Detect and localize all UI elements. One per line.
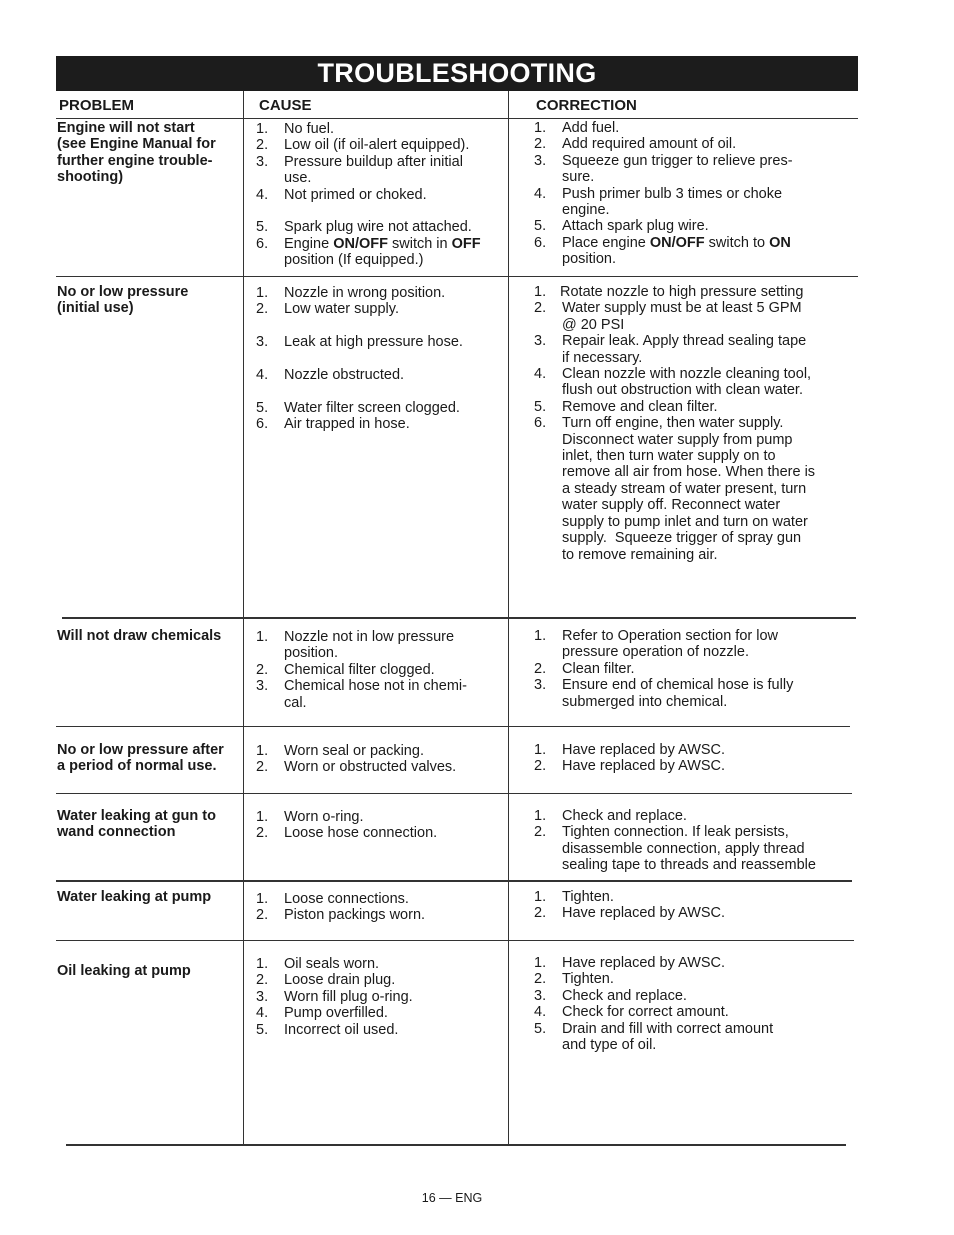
list-item: 1. Worn o-ring.	[256, 809, 364, 825]
list-item: 1. Have replaced by AWSC.	[534, 742, 726, 758]
list-item: 3. Check and replace.	[534, 987, 687, 1004]
correction-list-chemicals	[534, 628, 846, 710]
list-item: 2. Water supply must be at least 5 GPM @ 20 PSI	[534, 300, 802, 333]
list-item: 6. Place engine ON/OFF switch to ON position.	[534, 234, 791, 268]
correction-list-oil-leaking	[534, 955, 846, 1053]
correction-list-leaking-pump	[534, 889, 846, 922]
table-bottom-border	[66, 1144, 846, 1146]
list-item: 2. Worn or obstructed valves.	[256, 759, 457, 776]
list-item: 1. Nozzle not in low pressure position.	[256, 629, 455, 662]
list-item: 5. Incorrect oil used.	[256, 1021, 399, 1038]
problem-leaking-gun-wand: Water leaking at gun to wand connection	[57, 808, 216, 841]
list-item: 4. Nozzle obstructed.	[256, 367, 405, 383]
list-item: 1. Worn seal or packing.	[256, 743, 424, 759]
list-item: 1. Refer to Operation section for low pressure operation of nozzle.	[534, 628, 778, 661]
row-divider-1	[56, 276, 858, 277]
list-item: 5. Remove and clean filter.	[534, 398, 718, 415]
list-item: 1. Have replaced by AWSC.	[534, 955, 726, 971]
cause-list-leaking-pump	[256, 891, 506, 924]
problem-no-low-pressure-initial: No or low pressure (initial use)	[57, 284, 189, 317]
problem-low-pressure-after-use: No or low pressure after a period of normal use.	[57, 742, 224, 775]
list-item: 3. Worn fill plug o-ring.	[256, 988, 413, 1005]
cause-list-chemicals	[256, 629, 506, 711]
list-item: 2. Tighten.	[534, 971, 614, 988]
row-divider-6	[56, 940, 854, 941]
header-correction: CORRECTION	[536, 97, 637, 114]
list-item: 1. Check and replace.	[534, 808, 687, 824]
page-title: TROUBLESHOOTING	[56, 56, 858, 91]
header-cause: CAUSE	[259, 97, 312, 114]
list-item: 4. Check for correct amount.	[534, 1004, 729, 1021]
page-number: 16 — ENG	[421, 1191, 483, 1205]
correction-list-engine	[534, 120, 846, 268]
list-item: 2. Clean filter.	[534, 660, 635, 677]
list-item: 2. Add required amount of oil.	[534, 136, 737, 153]
row-divider-3	[56, 726, 850, 727]
list-item: 6. Engine ON/OFF switch in OFF position (If equipped.)	[256, 235, 481, 269]
cause-list-low-pressure	[256, 285, 506, 433]
correction-list-after-use	[534, 742, 846, 775]
list-item: 2. Piston packings worn.	[256, 907, 426, 924]
correction-list-low-pressure	[534, 284, 846, 563]
list-item: 5. Spark plug wire not attached.	[256, 219, 472, 236]
list-item: 1. Nozzle in wrong position.	[256, 285, 446, 301]
list-item: 1. No fuel.	[256, 121, 334, 137]
header-problem: PROBLEM	[59, 97, 134, 114]
list-item: 2. Loose drain plug.	[256, 972, 396, 989]
cause-list-engine	[256, 121, 506, 269]
list-item: 3. Ensure end of chemical hose is fully submerged into chemical.	[534, 677, 794, 710]
list-item: 2. Low oil (if oil-alert equipped).	[256, 137, 470, 154]
list-item: 1. Rotate nozzle to high pressure setting	[534, 284, 804, 300]
list-item: 1. Add fuel.	[534, 120, 620, 136]
list-item: 5. Attach spark plug wire.	[534, 218, 709, 235]
list-item: 4. Not primed or choked.	[256, 186, 427, 203]
list-item: 1. Oil seals worn.	[256, 956, 380, 972]
list-item: 2. Have replaced by AWSC.	[534, 905, 726, 922]
header-divider	[56, 118, 858, 119]
list-item: 2. Loose hose connection.	[256, 825, 438, 842]
cause-list-oil-leaking	[256, 956, 506, 1038]
list-item: 4. Push primer bulb 3 times or choke engine.	[534, 185, 783, 219]
problem-will-not-draw-chemicals: Will not draw chemicals	[57, 628, 222, 644]
list-item: 3. Squeeze gun trigger to relieve pres- sure.	[534, 152, 793, 186]
list-item: 3. Chemical hose not in chemi- cal.	[256, 678, 467, 711]
problem-leaking-pump: Water leaking at pump	[57, 889, 212, 905]
row-divider-4	[56, 793, 852, 794]
list-item: 4. Clean nozzle with nozzle cleaning tool, flush out obstruction with clean water.	[534, 366, 812, 399]
list-item: 2. Low water supply.	[256, 301, 399, 318]
correction-list-gun-wand	[534, 808, 846, 874]
list-item: 3. Pressure buildup after initial use.	[256, 153, 463, 187]
list-item: 5. Water filter screen clogged.	[256, 399, 460, 416]
list-item: 6. Air trapped in hose.	[256, 416, 410, 433]
cause-list-gun-wand	[256, 809, 506, 842]
list-item: 1. Tighten.	[534, 889, 614, 905]
list-item: 2. Have replaced by AWSC.	[534, 758, 726, 775]
list-item: 4. Pump overfilled.	[256, 1005, 388, 1022]
list-item: 5. Drain and fill with correct amount and type of oil.	[534, 1020, 774, 1054]
list-item: 3. Repair leak. Apply thread sealing tape if necessary.	[534, 333, 807, 366]
list-item: 2. Tighten connection. If leak persists, disassemble connection, apply thread sealing tape to threads and reassemble	[534, 824, 816, 874]
problem-oil-leaking: Oil leaking at pump	[57, 963, 191, 979]
row-divider-5	[56, 880, 852, 882]
list-item: 2. Chemical filter clogged.	[256, 661, 435, 678]
list-item: 3. Leak at high pressure hose.	[256, 334, 463, 351]
problem-engine-will-not-start: Engine will not start (see Engine Manual for further engine trouble- shooting)	[57, 120, 216, 186]
cause-list-after-use	[256, 743, 506, 776]
row-divider-2	[62, 617, 856, 619]
list-item: 1. Loose connections.	[256, 891, 409, 907]
list-item: 6. Turn off engine, then water supply. Disconnect water supply from pump inlet, then turn water supply on to remove all air from hose. When there is a steady stream of water present, turn water supply off. Reconnect water supply to pump inlet and turn on water supply. Squeeze trigger of spray gun to remove remaining air.	[534, 415, 816, 563]
